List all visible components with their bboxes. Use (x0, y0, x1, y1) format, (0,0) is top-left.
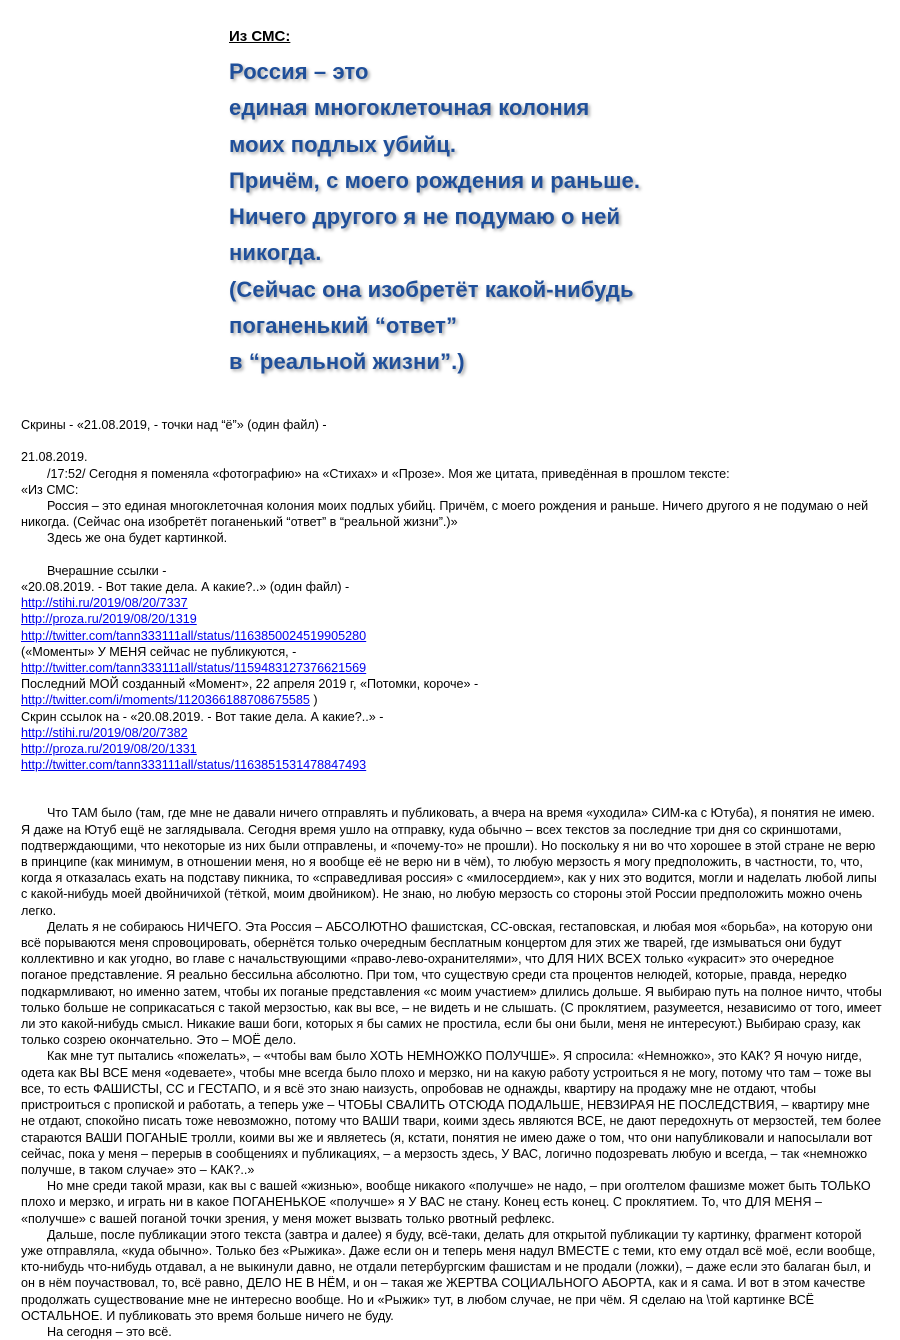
link-twitter[interactable]: http://twitter.com/tann333111all/status/1163851531478847493 (21, 758, 367, 773)
last-moment-line: Последний МОЙ созданный «Момент», 22 апреля 2019 г, «Потомки, короче» - (21, 677, 479, 692)
link-twitter[interactable]: http://twitter.com/tann333111all/status/1159483127376621569 (21, 661, 367, 676)
screen-links-line: Скрин ссылок на - «20.08.2019. - Вот такие дела. А какие?..» - (21, 709, 384, 724)
paragraph: Как мне тут пытались «пожелать», – «чтобы вам было ХОТЬ НЕМНОЖКО ПОЛУЧШЕ». Я спросила: «Немножко», это КАК? Я ночую нигде, одета как ВЫ ВСЕ меня «одеваете», чтобы мне всегда было плохо и мерзко, ни на какую работу устроиться я не могу, потому что там – тоже вы все, то есть ФАШИСТЫ, СС и ГЕСТАПО, и я всё это знаю наизусть, опробовав не однажды, квартиру на продажу мне не отдают, чтобы пристроиться с пропиской и работать, а теперь уже – ЧТОБЫ СВАЛИТЬ ОТСЮДА ПОДАЛЬШЕ, НЕВЗИРАЯ НЕ ПОСЛЕДСТВИЯ, – квартиру мне не отдают, спокойно писать тоже невозможно, потому что ВАШИ твари, коими здесь являются ВСЕ, не дают передохнуть от мерзостей, тем более стараются ВАШИ ПОГАНЫЕ тролли, коими вы же и являетесь (я, кстати, понятия не имею даже о том, что они напубликовали и напосылали вот сейчас, пока у меня – перерыв в сообщениях и публикациях, – а мерзость здесь, У ВАС, логично подозревать любую и всегда, – так «немножко получше, в таком случае» это – КАК?..» (21, 1049, 882, 1177)
quote-text: Россия – это единая многоклеточная колония моих подлых убийц. Причём, с моего рождения и раньше. Ничего другого я не подумаю о ней никогда. (Сейчас она изобретёт поганенький “ответ” в “реальной жизни”.)» (21, 499, 869, 530)
time-line: /17:52/ Сегодня я поменяла «фотографию» на «Стихах» и «Прозе». Моя же цитата, приведённая в прошлом тексте: (47, 466, 730, 481)
entry-date: 21.08.2019. (21, 450, 88, 465)
link-moment[interactable]: http://twitter.com/i/moments/1120366188708675585 (21, 693, 310, 708)
screens-line: Скрины - «21.08.2019, - точки над “ё”» (один файл) - (21, 418, 327, 432)
document-body (21, 417, 883, 1340)
sms-line: единая многоклеточная колония (229, 95, 590, 121)
link-stihi[interactable]: http://stihi.ru/2019/08/20/7337 (21, 596, 188, 611)
sms-line: Причём, с моего рождения и раньше. (229, 167, 641, 193)
link-tail: ) (309, 693, 318, 708)
here-line: Здесь же она будет картинкой. (47, 531, 228, 546)
link-stihi[interactable]: http://stihi.ru/2019/08/20/7382 (21, 725, 188, 740)
link-twitter[interactable]: http://twitter.com/tann333111all/status/1163850024519905280 (21, 628, 367, 643)
from-sms-label: «Из СМС: (21, 482, 79, 497)
sms-line: моих подлых убийц. (229, 131, 457, 157)
paragraph: Но мне среди такой мрази, как вы с вашей «жизнью», вообще никакого «получше» не надо, – при оголтелом фашизме может быть ТОЛЬКО плохо и мерзко, и играть ни в какое ПОГАНЕНЬКОЕ «получше» я У ВАС не стану. Конец есть конец. С проклятием. То, что ДЛЯ МЕНЯ – «получше» с вашей поганой точки зрения, у меня может вызвать только рвотный рефлекс. (21, 1179, 871, 1226)
link-proza[interactable]: http://proza.ru/2019/08/20/1331 (21, 742, 197, 757)
sms-line: (Сейчас она изобретёт какой-нибудь (229, 276, 634, 302)
paragraph: Дальше, после публикации этого текста (завтра и далее) я буду, всё-таки, делать для открытой публикации ту картинку, фрагмент которой уже отправляла, «куда обычно». Только без «Рыжика». Даже если он и теперь меня надул ВМЕСТЕ с теми, кто ему отдал всё моё, если вообще, кто-нибудь что-нибудь отдавал, а не выкинули давно, не отдали петербургским фашистам и не продали (ложки), – даже если это балаган был, и он в нём поучаствовал, то, всё равно, ДЕЛО НЕ В НЁМ, и он – такая же ЖЕРТВА СОЦИАЛЬНОГО АБОРТА, как и я сама. И вот в этом качестве продолжать существование мне не интересно вообще. Но и «Рыжик» тут, в любом случае, не при чём. Я сделаю на \той картинке ВСЁ ОСТАЛЬНОЕ. И публиковать это время больше ничего не буду. (21, 1227, 876, 1323)
sms-heading: Из СМС: (229, 28, 291, 45)
sms-line: поганенький “ответ” (229, 313, 458, 339)
sms-quote-image (229, 28, 789, 381)
closing-line: На сегодня – это всё. (47, 1324, 172, 1339)
moments-note: («Моменты» У МЕНЯ сейчас не публикуются, - (21, 644, 297, 659)
item-title: «20.08.2019. - Вот такие дела. А какие?..» (один файл) - (21, 580, 350, 594)
yesterday-links-label: Вчерашние ссылки - (47, 563, 167, 578)
sms-line: Ничего другого я не подумаю о ней (229, 204, 621, 230)
paragraph: Делать я не собираюсь НИЧЕГО. Эта Россия – АБСОЛЮТНО фашистская, СС-овская, гестаповская, и любая моя «борьба», на которую они всё порываются меня спровоцировать, обернётся только очередным бесплатным концертом для этих же тварей, где измываться они будут коллективно и как угодно, во главе с начальствующими «право-лево-охранителями», что ДЛЯ НИХ ВСЕХ только «украсит» это очередное поганое представление. Я реально бессильна абсолютно. При том, что существую среди ста процентов нелюдей, которые, правда, нередко подкармливают, но именно затем, чтобы их поганые представления «с моим участием» длились дольше. Я выбираю путь на полное ничто, чтобы только больше не соприкасаться с такой мерзостью, как вы все, – не видеть и не слышать. (С проклятием, разумеется, независимо от того, имеет ли это какой-нибудь смысл. Никакие ваши боги, которых я бы самих не простила, если бы они были, меня не интересуют.) Выбираю сразу, как только созрею окончательно. Это – МОЁ дело. (21, 919, 882, 1048)
sms-line: в “реальной жизни”.) (229, 349, 465, 375)
sms-line: Россия – это (229, 59, 369, 84)
link-proza[interactable]: http://proza.ru/2019/08/20/1319 (21, 612, 197, 627)
sms-line: никогда. (229, 240, 322, 266)
paragraph: Что ТАМ было (там, где мне не давали ничего отправлять и публиковать, а вчера на время «уходила» СИМ-ка с Ютуба), я понятия не имею. Я даже на Ютуб ещё не заглядывала. Сегодня время ушло на отправку, куда обычно – всех текстов за последние три дня со скриншотами, подтверждающими, что некоторые из них были отправлены, и «почему-то» не прошли). Но поскольку я ни во что хорошее в этой стране не верю в принципе (как минимум, в отношении меня, но я вообще её не верю ни в чём), то любую мерзость я могу предположить, в частности, то, что, когда я отказалась ехать на подставу пикника, то «справедливая россия» с «милосердием», как у них это водится, могли и наделать любой липы с какой-нибудь моей двойничихой (тёткой, моим двойником). Не знаю, но любую мерзость со стороны этой России предположить можно очень легко. (21, 806, 877, 918)
